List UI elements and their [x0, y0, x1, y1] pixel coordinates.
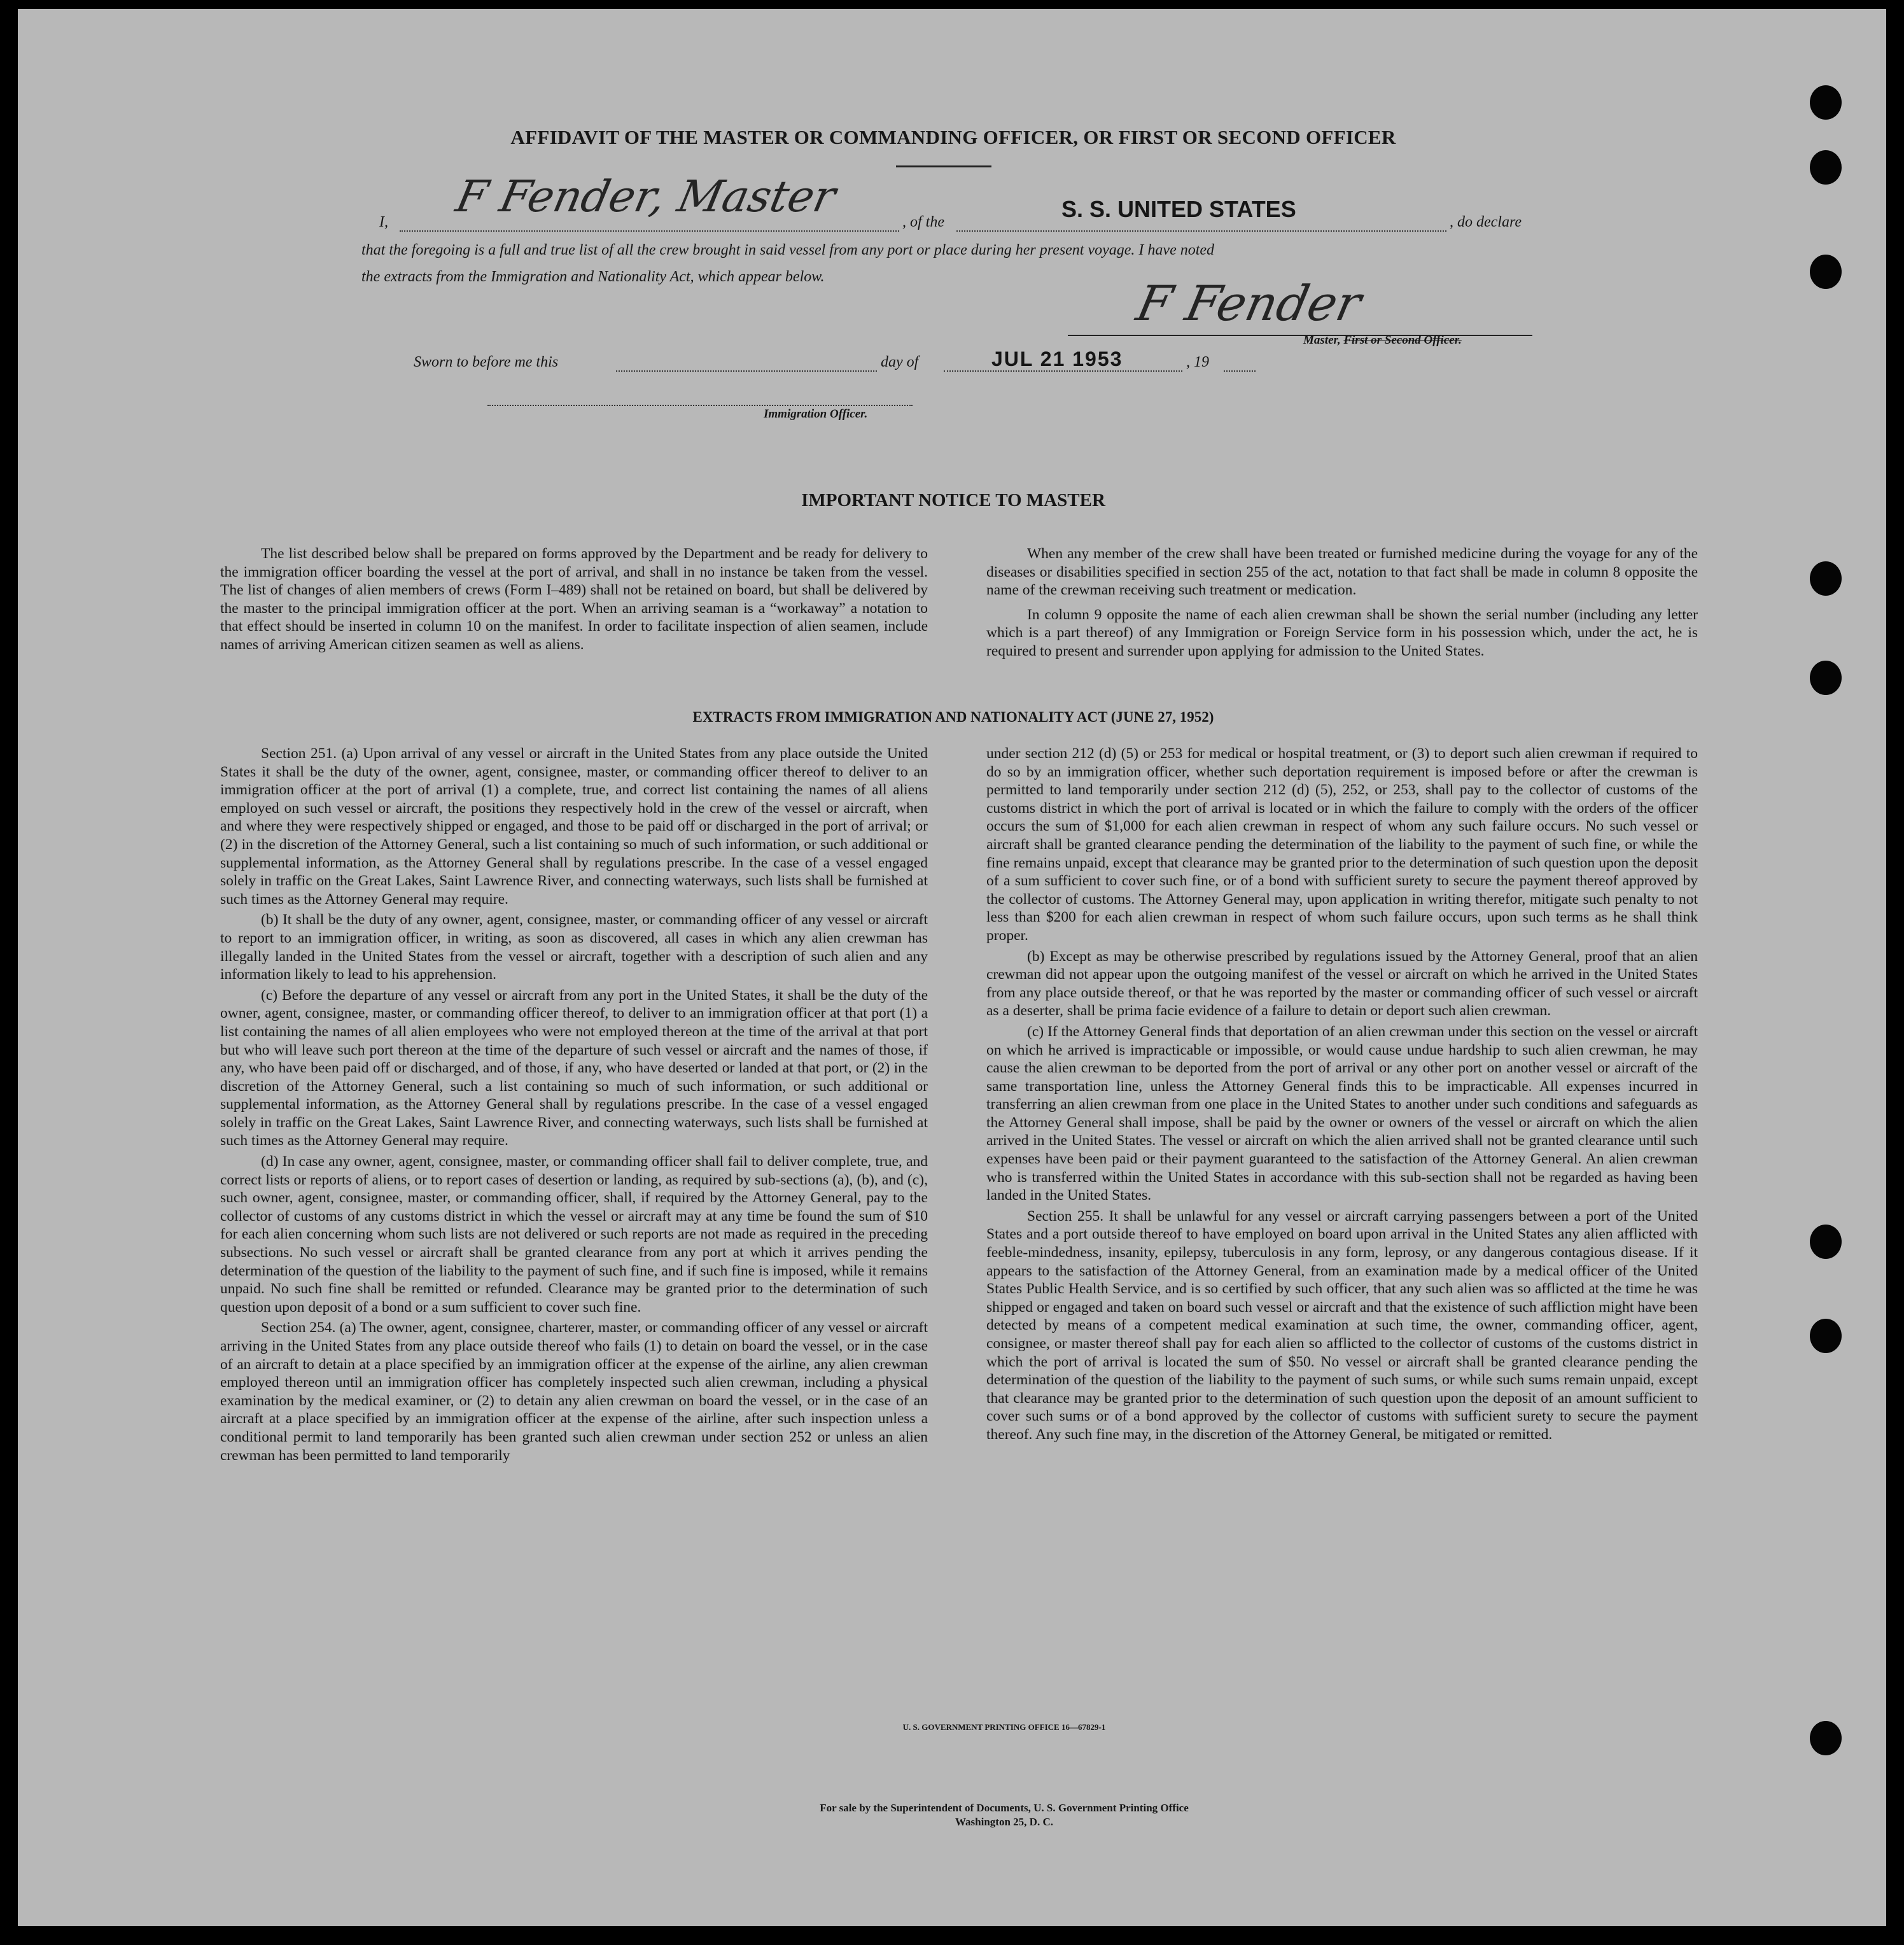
immigration-officer-label: Immigration Officer.	[764, 407, 868, 421]
punch-hole	[1810, 85, 1842, 120]
notice-left-column	[220, 545, 928, 657]
document-page	[18, 9, 1886, 1926]
signature-line	[1068, 335, 1532, 336]
affidavit-title: AFFIDAVIT OF THE MASTER OR COMMANDING OFFICER, OR FIRST OR SECOND OFFICER	[510, 126, 1396, 148]
master-signature: F Fender	[1131, 275, 1366, 332]
sworn-day-line	[616, 370, 877, 372]
notice-left-paragraph: The list described below shall be prepared on forms approved by the Department and be ready for delivery to the immigration officer boarding the vessel at the port of arrival, and shall in no instance be taken from the vessel. The list of changes of alien members of crews (Form I–489) shall not be retained on board, but shall be delivered by the master to the principal immigration officer at the port. When an arriving seaman is a “workaway” a notation to that effect should be inserted in column 10 on the manifest. In order to facilitate inspection of alien seamen, include names of arriving American citizen seamen as well as aliens.	[220, 545, 928, 653]
extracts-heading: EXTRACTS FROM IMMIGRATION AND NATIONALITY ACT (JUNE 27, 1952)	[692, 709, 1214, 725]
of-the-label: , of the	[902, 214, 944, 230]
punch-hole	[1810, 561, 1842, 596]
day-of-label: day of	[881, 354, 919, 370]
year-label: , 19	[1186, 354, 1209, 370]
extracts-left-column	[220, 745, 928, 1467]
gpo-imprint: U. S. GOVERNMENT PRINTING OFFICE 16—67829-1	[902, 1722, 1106, 1732]
punch-hole	[1810, 150, 1842, 185]
notice-right-paragraph-2: In column 9 opposite the name of each alien crewman shall be shown the serial number (including any letter which is a part thereof) of any Immigration or Foreign Service form in his possession which, under the act, he is required to present and surrender upon applying for admission to the United States.	[986, 606, 1698, 659]
date-stamp: JUL 21 1953	[991, 348, 1123, 370]
punch-hole	[1810, 661, 1842, 695]
vessel-field-line	[956, 230, 1446, 232]
sale-notice: For sale by the Superintendent of Documents, U. S. Government Printing Office Washington 25, D. C.	[820, 1802, 1189, 1828]
punch-hole	[1810, 1225, 1842, 1259]
section-251-c: (c) Before the departure of any vessel or aircraft from any port in the United States, it shall be the duty of the owner, agent, consignee, master, or commanding officer thereof, to deliver to an immigration officer at that port (1) a list containing the names of all alien employees who were not employed thereon at the time of the arrival at that port but who will leave such port thereon at the time of the departure of such vessel or aircraft and the names of those, if any, who have been paid off or discharged, and of those, if any, who have deserted or landed at that port, or (2) in the discretion of the Attorney General, such a list containing so much of such information, or such additional or supplemental information, as the Attorney General shall by regulations prescribe. In the case of a vessel engaged solely in traffic on the Great Lakes, Saint Lawrence River, and connecting waterways, such lists shall be furnished at such times as the Attorney General may require.	[220, 987, 928, 1149]
section-255: Section 255. It shall be unlawful for any vessel or aircraft carrying passengers between a port of the United States and a port outside thereof to have employed on board upon arrival in the United States any alien afflicted with feeble-mindedness, insanity, epilepsy, tuberculosis in any form, leprosy, or any dangerous contagious disease. If it appears to the satisfaction of the Attorney General, from an examination made by a medical officer of the United States Public Health Service, and is so certified by such officer, that any such alien was so afflicted at the time he was shipped or engaged and taken on board such vessel or aircraft and that the existence of such affliction might have been detected by means of a competent medical examination at such time, the owner, commanding officer, agent, consignee, or master thereof shall pay for each alien so afflicted to the collector of customs of the customs district in which the port of arrival is located the sum of $50. No vessel or aircraft shall be granted clearance pending the determination of the question of the liability to the payment of such sums, or while such sums remain unpaid, except that clearance may be granted prior to the determination of such question upon the deposit of an amount sufficient to cover such sums or of a bond approved by the collector of customs with sufficient surety to secure the payment thereof. Any such fine may, in the discretion of the Attorney General, be mitigated or remitted.	[986, 1207, 1698, 1443]
master-title-label: Master, First or Second Officer.	[1303, 334, 1462, 347]
extracts-right-column	[986, 745, 1698, 1447]
handwritten-name: F Fender, Master	[451, 172, 840, 222]
punch-hole	[1810, 1319, 1842, 1353]
sworn-line	[361, 354, 1558, 379]
title-rule	[896, 165, 991, 167]
notice-right-column	[986, 545, 1698, 663]
section-251-a: Section 251. (a) Upon arrival of any vessel or aircraft in the United States from any place outside the United States it shall be the duty of the owner, agent, consignee, master, or commanding officer thereof to deliver to an immigration officer at the port of arrival (1) a complete, true, and correct list containing the names of all aliens employed on such vessel or aircraft, the positions they respectively hold in the crew of the vessel or aircraft, when and where they were respectively shipped or engaged, and those to be paid off or discharged in the port of arrival; or (2) in the discretion of the Attorney General, such a list containing so much of such information, or such additional or supplemental information, as the Attorney General shall by regulations prescribe. In the case of a vessel engaged solely in traffic on the Great Lakes, Saint Lawrence River, and connecting waterways, such lists shall be furnished at such times as the Attorney General may require.	[220, 745, 928, 908]
struck-out-officer: First or Second Officer.	[1343, 334, 1462, 347]
affidavit-line-2: that the foregoing is a full and true list of all the crew brought in said vessel from any port or place during her present voyage. I have noted	[361, 242, 1215, 258]
notice-heading: IMPORTANT NOTICE TO MASTER	[801, 490, 1105, 510]
immigration-officer-line	[487, 405, 913, 406]
section-254-a-continued: under section 212 (d) (5) or 253 for medical or hospital treatment, or (3) to deport such alien crewman if required to do so by an immigration officer, whether such deportation requirement is imposed before or after the crewman is permitted to land temporarily under section 212 (d) (5), 252, or 253, shall pay to the collector of customs of the customs district in which the port of arrival is located or in which the failure to comply with the orders of the officer occurs the sum of $1,000 for each alien crewman in respect of whom any such failure occurs. No such vessel or aircraft shall be granted clearance pending the determination of the liability to the payment of such fine, or while the fine remains unpaid, except that clearance may be granted prior to the determination of such question upon the deposit of a sum sufficient to cover such fine, or of a bond with sufficient surety to secure the payment thereof approved by the collector of customs. The Attorney General may, upon application in writing therefor, mitigate such penalty to not less than $200 for each alien crewman in respect of whom such failure occurs, upon such terms as he shall think proper.	[986, 745, 1698, 944]
punch-hole	[1810, 255, 1842, 289]
vessel-name: S. S. UNITED STATES	[1061, 196, 1296, 222]
affidavit-line-3: the extracts from the Immigration and Nationality Act, which appear below.	[361, 269, 825, 285]
section-251-b: (b) It shall be the duty of any owner, agent, consignee, master, or commanding officer of any vessel or aircraft to report to an immigration officer, in writing, as soon as discovered, all cases in which any alien crewman has illegally landed in the United States from the vessel or aircraft, together with a description of such alien and any information likely to lead to his apprehension.	[220, 911, 928, 983]
section-254-b: (b) Except as may be otherwise prescribed by regulations issued by the Attorney General, proof that an alien crewman did not appear upon the outgoing manifest of the vessel or aircraft on which he arrived in the United States from any place outside thereof, or that he was reported by the master or commanding officer of such vessel or aircraft as a deserter, shall be prima facie evidence of a failure to detain or deport such alien crewman.	[986, 948, 1698, 1020]
do-declare-label: , do declare	[1450, 214, 1522, 230]
section-254-c: (c) If the Attorney General finds that deportation of an alien crewman under this section on the vessel or aircraft on which he arrived is impracticable or impossible, or would cause undue hardship to such alien crewman, he may cause the alien crewman to be deported from the port of arrival or any other port on another vessel or aircraft of the same transportation line, unless the Attorney General finds this to be impracticable. All expenses incurred in transferring an alien crewman from one place in the United States to another under such conditions and safeguards as the Attorney General shall impose, shall be paid by the owner or owners of the vessel or aircraft on which the alien arrived in the United States. The vessel or aircraft on which the alien arrived shall not be granted clearance until such expenses have been paid or their payment guaranteed to the satisfaction of the Attorney General. An alien crewman who is transferred within the United States in accordance with this sub-section shall not be regarded as having been landed in the United States.	[986, 1023, 1698, 1204]
notice-right-paragraph-1: When any member of the crew shall have been treated or furnished medicine during the voyage for any of the diseases or disabilities specified in section 255 of the act, notation to that fact shall be made in column 8 opposite the name of the crewman receiving such treatment or medication.	[986, 545, 1698, 599]
section-254-a: Section 254. (a) The owner, agent, consignee, charterer, master, or commanding officer of any vessel or aircraft arriving in the United States from any place outside thereof who fails (1) to detain on board the vessel, or in the case of an aircraft to detain at a place specified by an immigration officer at the expense of the airline, any alien crewman employed thereon until an immigration officer has completely inspected such alien crewman, including a physical examination by the medical examiner, or (2) to detain any alien crewman on board the vessel, or in the case of an aircraft at a place specified by an immigration officer at the expense of the airline, after such inspection unless a conditional permit to land temporarily has been granted such alien crewman under section 252 or unless an alien crewman has been permitted to land temporarily	[220, 1319, 928, 1464]
punch-hole	[1810, 1721, 1842, 1755]
section-251-d: (d) In case any owner, agent, consignee, master, or commanding officer shall fail to deliver complete, true, and correct lists or reports of aliens, or to report cases of desertion or landing, as required by sub-sections (a), (b), and (c), such owner, agent, consignee, master, or commanding officer, shall, if required by the Attorney General, pay to the collector of customs of any customs district in which the vessel or aircraft may at any time be found the sum of $10 for each alien concerning whom such lists are not delivered or such reports are not made as required in the preceding subsections. No such vessel or aircraft shall be granted clearance from any port at which it arrives pending the determination of the question of the liability to the payment of such fine, and if such fine is imposed, while it remains unpaid. No such fine shall be remitted or refunded. Clearance may be granted prior to the determination of such question upon deposit of a bond or a sum sufficient to cover such fine.	[220, 1153, 928, 1316]
sworn-label: Sworn to before me this	[414, 354, 559, 370]
name-field-line	[400, 230, 899, 232]
i-label: I,	[379, 214, 388, 230]
sworn-year-line	[1224, 370, 1256, 372]
